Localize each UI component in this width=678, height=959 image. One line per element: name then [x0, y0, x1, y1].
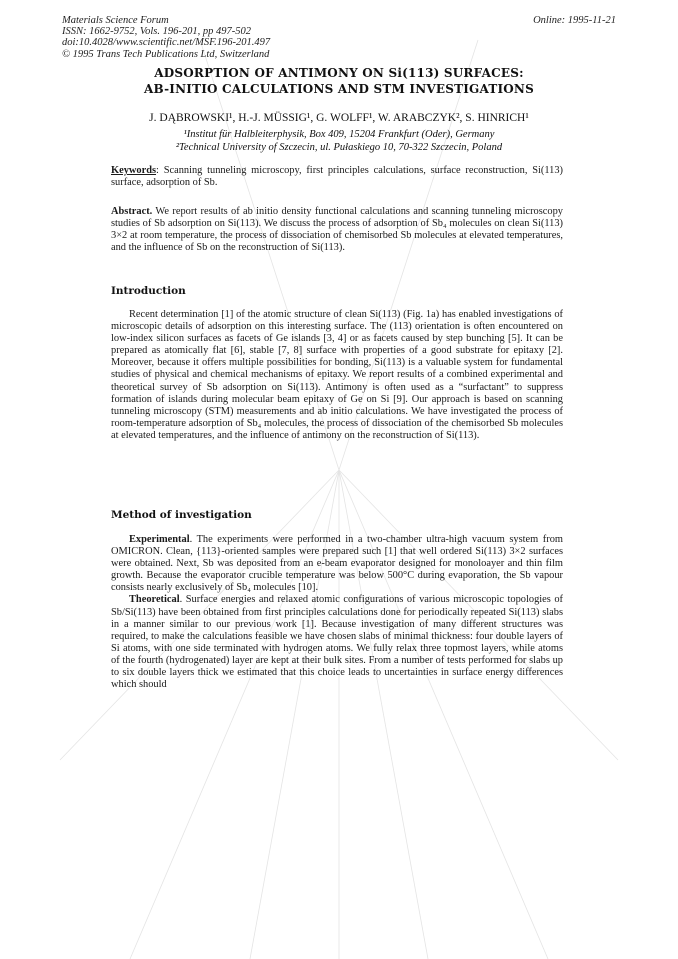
theoretical-paragraph [111, 594, 563, 691]
title-line-1: ADSORPTION OF ANTIMONY ON Si(113) SURFACES: [154, 66, 524, 80]
abstract [111, 206, 563, 254]
online-date: Online: 1995-11-21 [533, 15, 616, 26]
keywords [111, 165, 563, 189]
keywords-text: : Scanning tunneling microscopy, first principles calculations, surface reconstruction, Si(113) surface, adsorption of Sb. [111, 165, 563, 189]
journal-name: Materials Science Forum [62, 15, 169, 26]
author-list: J. DĄBROWSKI¹, H.-J. MÜSSIG¹, G. WOLFF¹, W. ARABCZYK², S. HINRICH¹ [149, 112, 529, 124]
affiliation-1: ¹Institut für Halbleiterphysik, Box 409, 15204 Frankfurt (Oder), Germany [183, 129, 495, 140]
doi-line: doi:10.4028/www.scientific.net/MSF.196-201.497 [62, 37, 271, 49]
copyright-line: © 1995 Trans Tech Publications Ltd, Switzerland [62, 48, 270, 60]
keywords-label: Keywords [111, 165, 157, 176]
abstract-text: We report results of ab initio density functional calculations and scanning tunneling microscopy studies of Sb adsorption on Si(113). We discuss the process of adsorption of Sb₄ molecules on clean Si(113) 3×2 at room temperature, the process of dissociation of chemisorbed Sb molecules at elevated temperatures, and the influence of Sb on the reconstruction of Si(113). [111, 206, 563, 254]
issn-line: ISSN: 1662-9752, Vols. 196-201, pp 497-502 [62, 26, 251, 38]
affiliation-2: ²Technical University of Szczecin, ul. Pułaskiego 10, 70-322 Szczecin, Poland [175, 142, 503, 153]
experimental-label: Experimental [129, 534, 190, 545]
theoretical-label: Theoretical [129, 594, 180, 606]
section-heading-method: Method of investigation [111, 509, 252, 521]
abstract-label: Abstract. [111, 206, 153, 217]
experimental-text: . The experiments were performed in a two-chamber ultra-high vacuum system from OMICRON. Clean, {113}-oriented samples were prepared such [1] that well ordered Si(113) 3×2 surfaces were obtained. Next, Sb was deposited from an e-beam evaporator designed for monoloayer and thin film growth. Because the evaporator crucible temperature was below 500°C during evaporation, the Sb vapour consists nearly exclusively of Sb₄ molecules [10]. [111, 534, 563, 594]
introduction-paragraph: Recent determination [1] of the atomic structure of clean Si(113) (Fig. 1a) has enabled investigations of microscopic details of adsorption on this interesting surface. The (113) orientation is often encountered on low-index silicon surfaces as facets of Ge islands [3, 4] or as facets caused by step bunching [5]. It can be prepared as atomically flat [6], stable [7, 8] surface with properties of a good substrate for epitaxy [2]. Moreover, because it offers multiple possibilities for bonding, Si(113) is a valuable system for fundamental studies of physical and chemical mechanisms of epitaxy. We report results of a combined experimental and theoretical survey of Sb adsorption on Si(113). Antimony is often used as a “surfactant” to suppress formation of islands during molecular beam epitaxy of Ge on Si [9]. Our approach is based on scanning tunneling microscopy (STM) measurements and ab initio calculations. We have investigated the process of room-temperature adsorption of Sb₄ molecules, the process of dissociation of the chemisorbed Sb molecules at elevated temperatures, and the influence of antimony on the reconstruction of Si(113). [111, 309, 563, 441]
title-line-2: AB-INITIO CALCULATIONS AND STM INVESTIGATIONS [144, 82, 534, 96]
introduction-body [111, 309, 563, 442]
journal-header [62, 15, 270, 60]
experimental-paragraph [111, 534, 563, 594]
theoretical-text: . Surface energies and relaxed atomic configurations of various microscopic topologies of Sb/Si(113) have been obtained from first principles calculations done for periodically repeated Si(113) slabs in a manner similar to our previous work [1]. Because investigation of many different structures was required, to make the calculations feasible we have chosen slabs of minimal thickness: four double layers of Si atoms, with one side terminated with hydrogen atoms. We fully relax three topmost layers, while atoms of the fourth (hydrogenated) layer are kept at their bulk sites. From a number of tests performed for slabs up to six double layers thick we estimated that this choice leads to uncertainties in surface energy differences which should [111, 594, 563, 691]
method-body [111, 534, 563, 691]
section-heading-introduction: Introduction [111, 285, 186, 297]
